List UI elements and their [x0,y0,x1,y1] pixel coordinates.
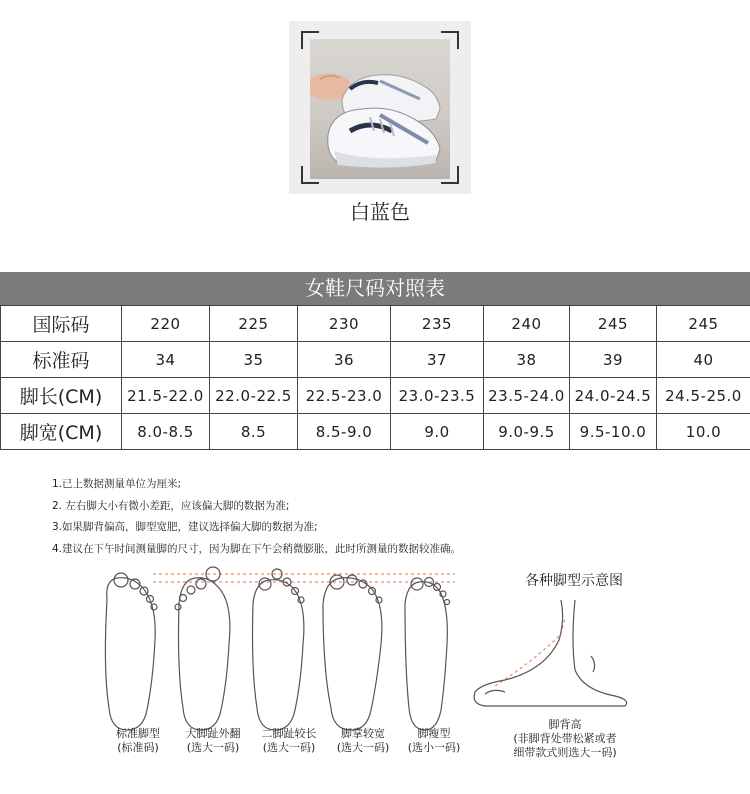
foot-type-advice: (标准码) [117,741,159,754]
table-cell: 35 [210,342,298,378]
instep-guide-line [495,618,565,686]
foot-type-name: 二脚趾较长 [261,727,317,740]
foot-type-advice: (选大一码) [336,741,390,754]
table-row [1,378,750,414]
table-cell: 24.5-25.0 [657,378,750,414]
note-item: 2. 左右脚大小有微小差距，应该偏大脚的数据为准; [52,499,290,512]
table-row [1,306,750,342]
table-cell: 230 [298,306,391,342]
sneaker-photo [310,39,450,179]
foot-type-advice: (选大一码) [262,741,316,754]
table-cell: 245 [657,306,750,342]
foot-outline-long-second-toe [253,569,305,730]
sneaker-illustration [310,39,450,179]
foot-outline-bunion [175,567,230,730]
row-header: 脚宽(CM) [1,414,122,450]
table-cell: 245 [570,306,657,342]
row-header: 标准码 [1,342,122,378]
color-label: 白蓝色 [350,200,410,224]
table-cell: 9.0-9.5 [484,414,570,450]
row-header: 国际码 [1,306,122,342]
table-cell: 8.5 [210,414,298,450]
note-item: 4.建议在下午时间测量脚的尺寸，因为脚在下午会稍微膨胀，此时所测量的数据较准确。 [52,542,462,555]
table-cell: 36 [298,342,391,378]
high-instep-illustration [465,600,635,710]
foot-type-name: 大脚趾外翻 [185,727,241,740]
table-row [1,414,750,450]
table-cell: 240 [484,306,570,342]
table-cell: 225 [210,306,298,342]
measurement-notes [52,474,461,560]
foot-type-advice: (选小一码) [407,741,461,754]
table-cell: 235 [391,306,484,342]
table-cell: 9.0 [391,414,484,450]
instep-advice: (非脚背处带松紧或者 [513,732,617,745]
instep-caption [480,718,650,760]
foot-type-name: 标准脚型 [116,727,160,740]
size-chart-title: 女鞋尺码对照表 [0,272,750,305]
table-cell: 38 [484,342,570,378]
foot-outline-wide [323,575,382,730]
size-chart-table [0,305,750,450]
foot-type-caption [325,727,401,755]
foot-type-advice: (选大一码) [186,741,240,754]
foot-diagram-title: 各种脚型示意图 [525,573,623,589]
foot-type-caption [251,727,327,755]
foot-type-caption [396,727,472,755]
table-cell: 39 [570,342,657,378]
table-cell: 22.0-22.5 [210,378,298,414]
table-cell: 37 [391,342,484,378]
note-item: 3.如果脚背偏高，脚型宽肥，建议选择偏大脚的数据为准; [52,521,318,533]
foot-outline-slim [405,578,450,731]
foot-type-name: 脚瘦型 [417,727,451,740]
table-cell: 8.0-8.5 [122,414,210,450]
table-cell: 8.5-9.0 [298,414,391,450]
table-cell: 9.5-10.0 [570,414,657,450]
table-cell: 220 [122,306,210,342]
table-cell: 34 [122,342,210,378]
foot-type-caption [100,727,176,755]
foot-type-caption [175,727,251,755]
table-cell: 24.0-24.5 [570,378,657,414]
table-cell: 22.5-23.0 [298,378,391,414]
note-item: 1.已上数据测量单位为厘米; [52,478,182,490]
foot-type-name: 脚掌较宽 [341,727,385,740]
table-cell: 23.0-23.5 [391,378,484,414]
table-cell: 23.5-24.0 [484,378,570,414]
foot-outline-standard [105,573,157,730]
table-cell: 40 [657,342,750,378]
table-cell: 21.5-22.0 [122,378,210,414]
instep-label: 脚背高 [548,718,582,731]
row-header: 脚长(CM) [1,378,122,414]
table-cell: 10.0 [657,414,750,450]
table-row [1,342,750,378]
product-image-card[interactable] [289,21,471,194]
instep-advice: 细带款式则选大一码) [513,746,617,759]
